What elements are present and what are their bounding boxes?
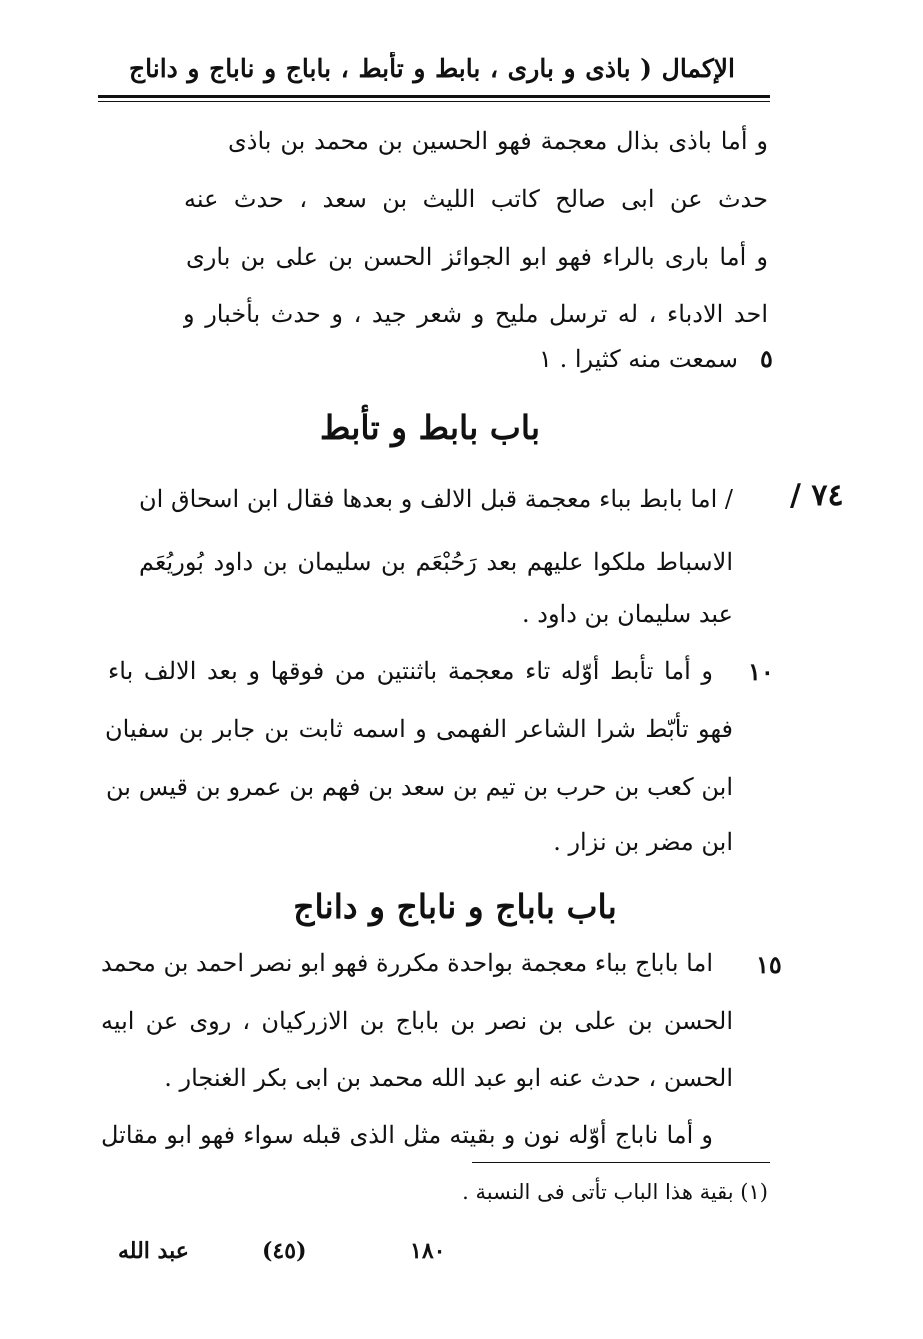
body-line: سمعت منه كثيرا . ١	[539, 345, 738, 373]
footer-label: عبد الله	[118, 1238, 189, 1264]
body-line: الاسباط ملكوا عليهم بعد رَحُبْعَم بن سليمان بن داود بُوريُعَم	[139, 548, 733, 576]
body-line: ابن كعب بن حرب بن تيم بن سعد بن فهم بن عمرو بن قيس بن	[106, 773, 733, 801]
body-line: / اما بابط بباء معجمة قبل الالف و بعدها فقال ابن اسحاق ان	[139, 485, 733, 513]
signature-mark: (٤٥)	[262, 1238, 307, 1264]
header-rule-thin	[98, 101, 770, 102]
body-line: الحسن ، حدث عنه ابو عبد الله محمد بن ابى بكر الغنجار .	[164, 1064, 733, 1092]
body-line: حدث عن ابى صالح كاتب الليث بن سعد ، حدث عنه	[184, 185, 768, 213]
body-line: الحسن بن على بن نصر بن باباج بن الازركيان ، روى عن ابيه	[101, 1007, 733, 1035]
body-line: و أما بارى بالراء فهو ابو الجوائز الحسن بن على بن بارى	[186, 243, 768, 271]
margin-page-ref: ٧٤ /	[790, 478, 844, 513]
page-number: ١٨٠	[410, 1238, 446, 1264]
body-line: احد الادباء ، له ترسل مليح و شعر جيد ، و حدث بأخبار و	[183, 300, 768, 328]
section-heading: باب بابط و تأبط	[319, 408, 541, 447]
section-heading: باب باباج و ناباج و داناج	[293, 887, 617, 926]
footnote: (١) بقية هذا الباب تأتى فى النسبة .	[462, 1180, 768, 1204]
line-number: ١٠	[748, 657, 774, 686]
body-line: و أما باذى بذال معجمة فهو الحسين بن محمد بن باذى	[228, 127, 768, 155]
body-line: و أما ناباج أوّله نون و بقيته مثل الذى قبله سواء فهو ابو مقاتل	[101, 1121, 713, 1149]
line-number: ٥	[760, 344, 773, 373]
body-line: عبد سليمان بن داود .	[522, 600, 733, 628]
footnote-rule	[472, 1162, 770, 1163]
body-line: ابن مضر بن نزار .	[553, 828, 733, 856]
line-number: ١٥	[756, 950, 782, 979]
body-line: و أما تأبط أوّله تاء معجمة باثنتين من فوقها و بعد الالف باء	[108, 657, 713, 685]
body-line: فهو تأبّط شرا الشاعر الفهمى و اسمه ثابت بن جابر بن سفيان	[105, 715, 733, 743]
running-head: الإكمال ( باذى و بارى ، بابط و تأبط ، باباج و ناباج و داناج	[129, 54, 735, 83]
body-line: اما باباج بباء معجمة بواحدة مكررة فهو ابو نصر احمد بن محمد	[101, 949, 713, 977]
header-rule-thick	[98, 95, 770, 98]
